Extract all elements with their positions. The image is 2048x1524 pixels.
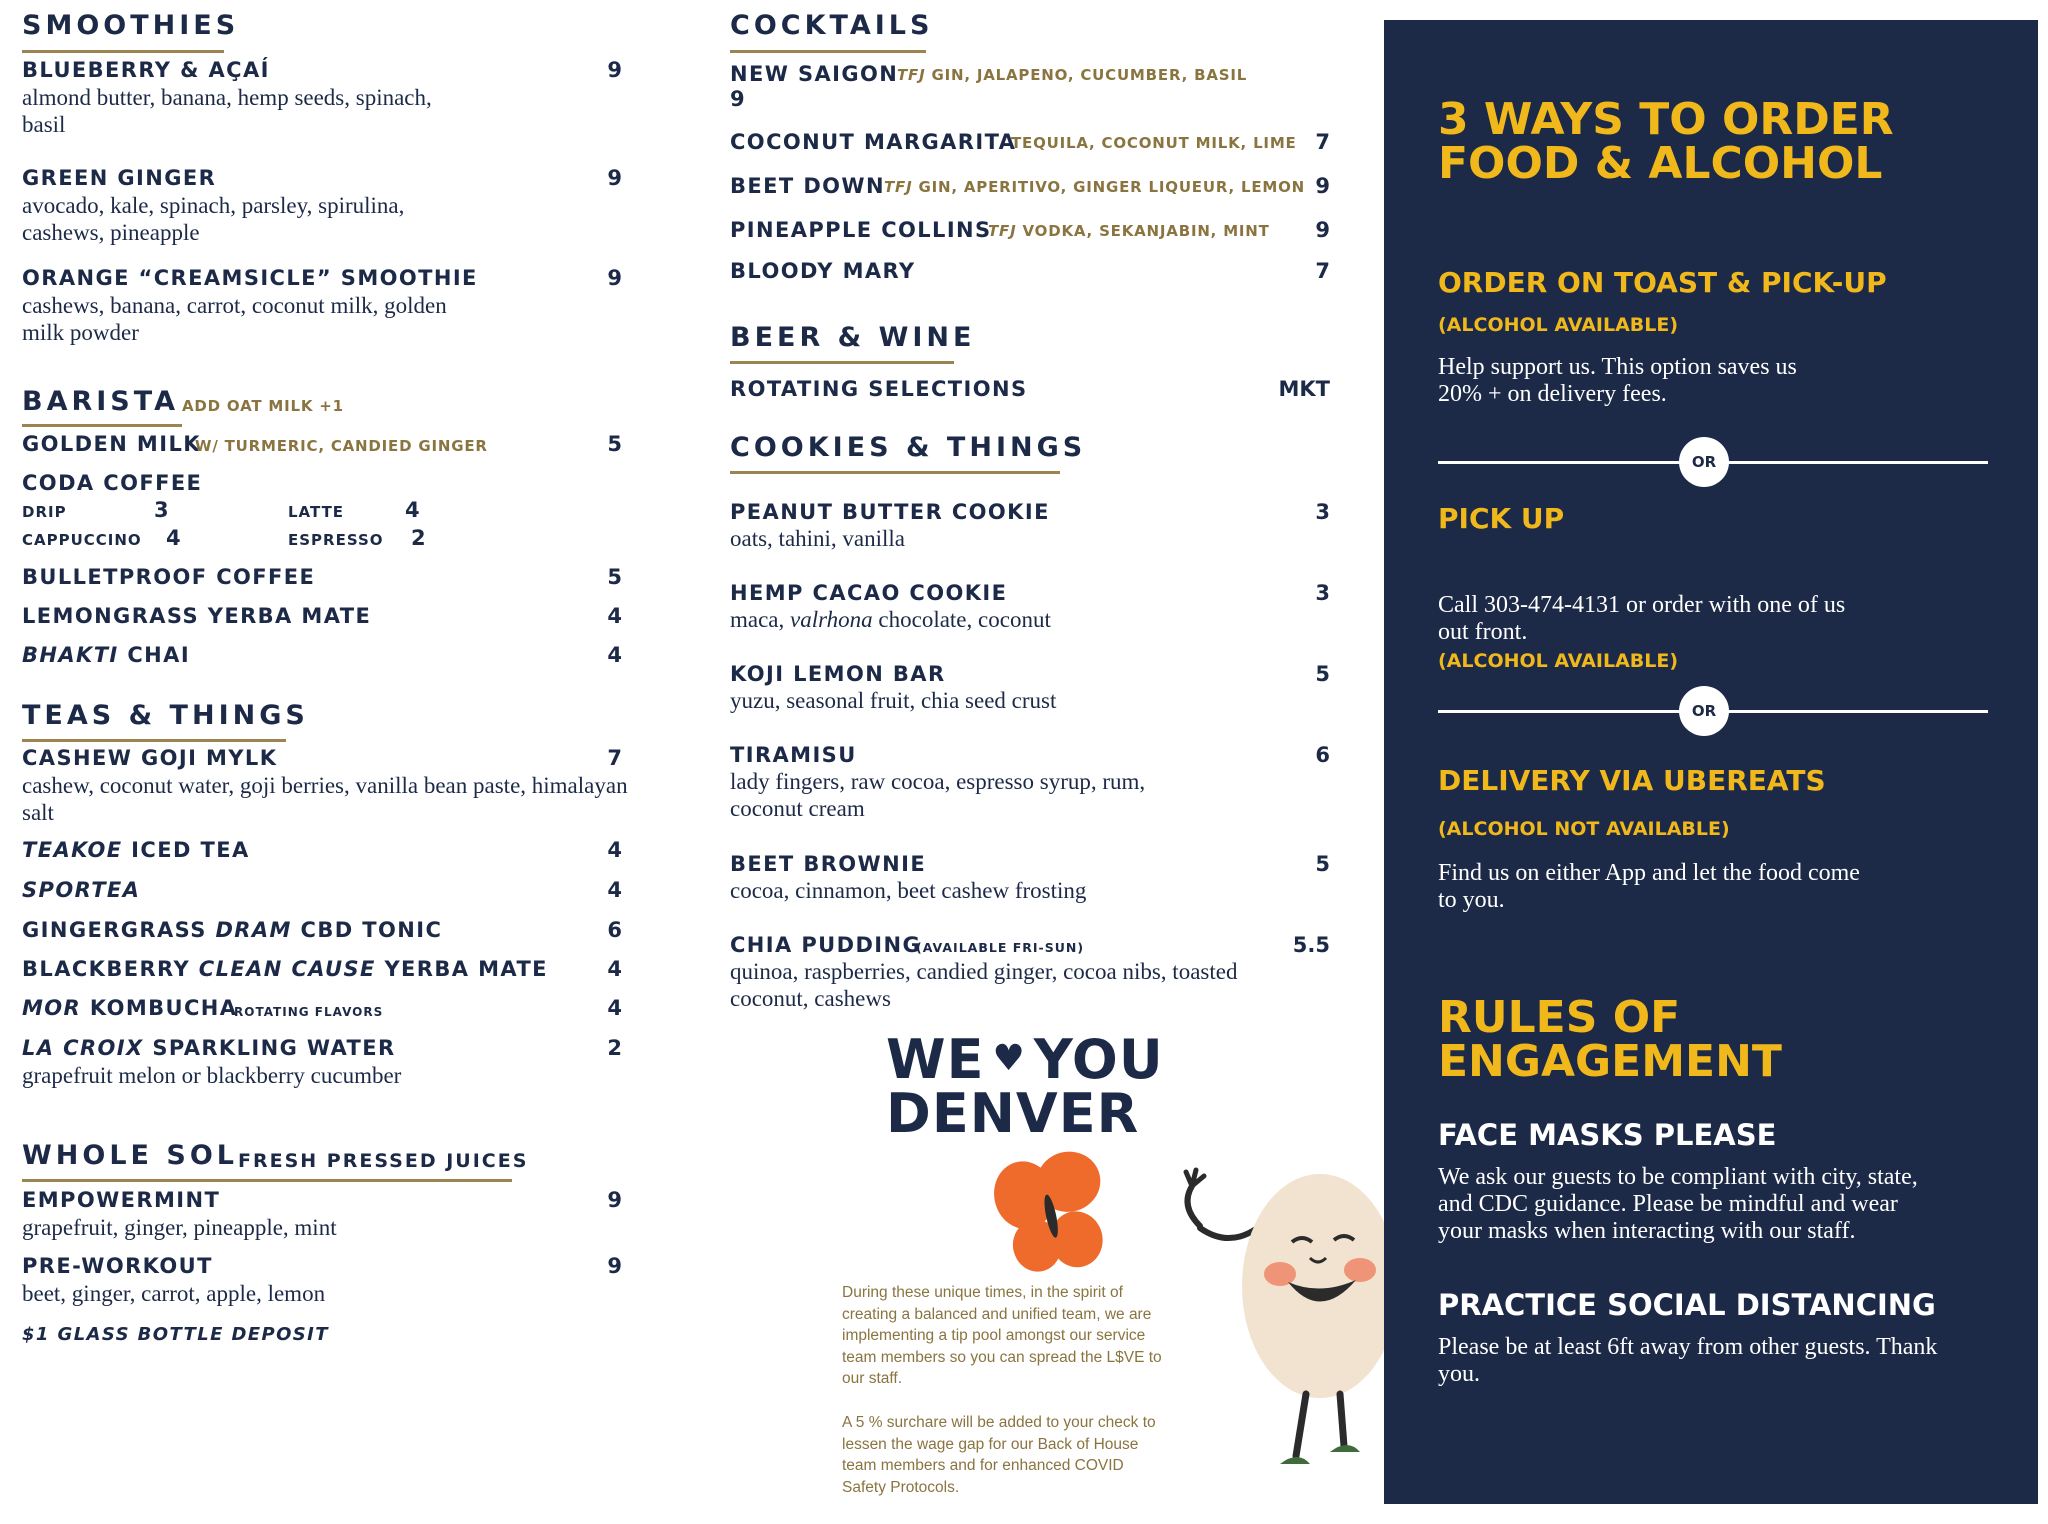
menu-item-price: 9 [730, 87, 747, 111]
menu-item-name: HEMP CACAO COOKIE [730, 581, 1008, 605]
item-name: GINGERGRASS [22, 918, 207, 942]
or-badge: OR [1679, 686, 1729, 736]
cocktails-heading: COCKTAILS [730, 10, 934, 41]
menu-item-price: 5 [607, 432, 622, 456]
menu-item-name: TIRAMISU [730, 743, 857, 767]
menu-item-name [22, 957, 548, 981]
uber-body: Find us on either App and let the food come to you. [1438, 860, 1860, 913]
coda-cappuccino-label: CAPPUCCINO [22, 531, 142, 549]
item-name: CHAI [127, 643, 191, 667]
ingredients-text: GIN, JALAPENO, CUCUMBER, BASIL [931, 66, 1248, 84]
menu-item-note: (AVAILABLE FRI-SUN) [916, 940, 1085, 955]
masks-body: We ask our guests to be compliant with city, state, and CDC guidance. Please be mindful and wear your masks when interacting with our staff. [1438, 1164, 1918, 1244]
menu-item-ingredients [897, 66, 1247, 84]
menu-item-name: CODA COFFEE [22, 471, 203, 495]
menu-item-name: PEANUT BUTTER COOKIE [730, 500, 1050, 524]
or-badge: OR [1679, 437, 1729, 487]
brand-name: TEAKOE [22, 838, 123, 862]
mascot-hand [1186, 1170, 1204, 1186]
menu-item-desc: quinoa, raspberries, candied ginger, cocoa nibs, toasted coconut, cashews [730, 959, 1238, 1011]
menu-item-name [22, 996, 237, 1020]
barista-note: ADD OAT MILK +1 [182, 397, 344, 415]
menu-item-price: 5.5 [1292, 933, 1330, 957]
menu-item-price: 5 [607, 565, 622, 589]
heart-icon: ♥ [992, 1038, 1026, 1079]
menu-item-note: W/ TURMERIC, CANDIED GINGER [195, 437, 488, 455]
section-rule [730, 361, 954, 364]
brand-name: CLEAN CAUSE [198, 957, 376, 981]
menu-item-price: 9 [1315, 174, 1330, 198]
ingredients-text: GIN, APERITIVO, GINGER LIQUEUR, LEMON [918, 178, 1306, 196]
brand-name: MOR [22, 996, 82, 1020]
menu-item-price: 9 [1315, 218, 1330, 242]
menu-item-name [22, 643, 190, 667]
mascot-arm [1188, 1186, 1201, 1226]
menu-item-desc: grapefruit melon or blackberry cucumber [22, 1063, 402, 1088]
toast-title: ORDER ON TOAST & PICK-UP [1438, 266, 1887, 299]
tfj-label: TFJ [884, 178, 913, 196]
menu-item-name [22, 1036, 396, 1060]
distancing-title: PRACTICE SOCIAL DISTANCING [1438, 1288, 1936, 1322]
menu-item-name: LEMONGRASS YERBA MATE [22, 604, 372, 628]
menu-item-name: BLUEBERRY & AÇAÍ [22, 58, 270, 82]
coda-espresso-label: ESPRESSO [288, 531, 384, 549]
menu-item-price: 4 [607, 957, 622, 981]
mascot-shoe [1330, 1445, 1360, 1452]
you-text: YOU [1033, 1028, 1164, 1091]
pickup-sub: (ALCOHOL AVAILABLE) [1438, 650, 1679, 672]
menu-item-name: GREEN GINGER [22, 166, 217, 190]
menu-item-price: 4 [607, 878, 622, 902]
menu-item-price: 9 [607, 1254, 622, 1278]
menu-item-name: PRE-WORKOUT [22, 1254, 213, 1278]
toast-body: Help support us. This option saves us 20% + on delivery fees. [1438, 354, 1797, 407]
coda-latte-price: 4 [405, 498, 422, 522]
menu-item-price: 5 [1315, 852, 1330, 876]
item-name: YERBA MATE [384, 957, 548, 981]
tip-pool-note: During these unique times, in the spirit of creating a balanced and unified team, we are implementing a tip pool amongst our service team members so you can spread the L$VE to our staff. [842, 1284, 1162, 1387]
mascot-cheek [1344, 1258, 1376, 1282]
rules-title: RULES OF ENGAGEMENT [1438, 992, 1782, 1087]
menu-item-desc: beet, ginger, carrot, apple, lemon [22, 1281, 326, 1306]
menu-item-price: 9 [607, 58, 622, 82]
tfj-label: TFJ [988, 222, 1017, 240]
coda-latte-label: LATTE [288, 503, 345, 521]
desc-text: chocolate, coconut [878, 607, 1051, 632]
menu-item-price: 6 [1315, 743, 1330, 767]
menu-item-price: MKT [1278, 377, 1330, 401]
desc-text: maca, [730, 607, 785, 632]
menu-item-ingredients [884, 178, 1305, 196]
coda-drip-price: 3 [154, 498, 171, 522]
beer-wine-heading: BEER & WINE [730, 322, 976, 353]
menu-item-price: 4 [607, 838, 622, 862]
menu-item-name: PINEAPPLE COLLINS [730, 218, 992, 242]
coda-cappuccino-price: 4 [166, 526, 183, 550]
item-name: KOMBUCHA [89, 996, 238, 1020]
panel-title: 3 WAYS TO ORDER FOOD & ALCOHOL [1438, 94, 1894, 189]
menu-item-price: 4 [607, 996, 622, 1020]
menu-item-name [22, 878, 140, 902]
item-name: ICED TEA [131, 838, 250, 862]
menu-item-name: BULLETPROOF COFFEE [22, 565, 316, 589]
menu-item-price: 2 [607, 1036, 622, 1060]
cookies-heading: COOKIES & THINGS [730, 432, 1087, 463]
menu-item-price: 7 [607, 746, 622, 770]
brand-name: BHAKTI [22, 643, 119, 667]
menu-item-name: NEW SAIGON [730, 62, 899, 86]
denver-line: DENVER [886, 1082, 1140, 1145]
mascot-legs [1296, 1394, 1344, 1456]
item-name: SPARKLING WATER [152, 1036, 396, 1060]
menu-item-name: ROTATING SELECTIONS [730, 377, 1028, 401]
menu-item-desc: almond butter, banana, hemp seeds, spinach, basil [22, 85, 432, 137]
menu-item-desc: grapefruit, ginger, pineapple, mint [22, 1215, 337, 1240]
section-rule [22, 424, 182, 427]
menu-item-price: 9 [607, 166, 622, 190]
ordering-panel [1384, 20, 2038, 1504]
menu-item-name: BLOODY MARY [730, 259, 916, 283]
uber-title: DELIVERY VIA UBEREATS [1438, 764, 1826, 797]
menu-item-name: CHIA PUDDING [730, 933, 922, 957]
menu-item-ingredients [988, 222, 1270, 240]
item-name: BLACKBERRY [22, 957, 191, 981]
egg-mascot-illustration [1170, 1146, 1390, 1506]
menu-item-desc: cashews, banana, carrot, coconut milk, golden milk powder [22, 293, 447, 345]
brand-name: DRAM [215, 918, 292, 942]
menu-item-desc [730, 606, 1250, 633]
butterfly-illustration [972, 1150, 1132, 1290]
smoothies-heading: SMOOTHIES [22, 10, 240, 41]
section-rule [730, 471, 1060, 474]
tfj-label: TFJ [897, 66, 926, 84]
menu-item-desc: cocoa, cinnamon, beet cashew frosting [730, 878, 1087, 903]
menu-item-name: BEET DOWN [730, 174, 885, 198]
menu-item-note: ROTATING FLAVORS [234, 1005, 384, 1019]
masks-title: FACE MASKS PLEASE [1438, 1118, 1777, 1152]
section-rule [22, 739, 286, 742]
brand-name: LA CROIX [22, 1036, 144, 1060]
menu-item-name: BEET BROWNIE [730, 852, 927, 876]
menu-item-price: 5 [1315, 662, 1330, 686]
pickup-title: PICK UP [1438, 502, 1565, 535]
menu-item-desc: cashew, coconut water, goji berries, vanilla bean paste, himalayan salt [22, 773, 628, 825]
menu-item-price: 7 [1315, 259, 1330, 283]
menu-item-price: 3 [1315, 581, 1330, 605]
menu-item-price: 7 [1315, 130, 1330, 154]
brand-name: valrhona [790, 607, 873, 632]
barista-heading: BARISTA [22, 386, 179, 417]
menu-item-price: 4 [607, 643, 622, 667]
pickup-body: Call 303-474-4131 or order with one of us out front. [1438, 592, 1846, 645]
item-name: CBD TONIC [300, 918, 443, 942]
mascot-shoe [1280, 1457, 1310, 1464]
teas-heading: TEAS & THINGS [22, 700, 309, 731]
menu-item-desc: lady fingers, raw cocoa, espresso syrup, rum, coconut cream [730, 769, 1146, 821]
menu-item-name [22, 838, 250, 862]
uber-sub: (ALCOHOL NOT AVAILABLE) [1438, 818, 1730, 840]
whole-sol-heading: WHOLE SOL [22, 1140, 238, 1171]
distancing-body: Please be at least 6ft away from other guests. Thank you. [1438, 1334, 1938, 1387]
section-rule [22, 1179, 512, 1182]
menu-item-ingredients: TEQUILA, COCONUT MILK, LIME [1011, 134, 1297, 152]
mascot-egg-body [1242, 1174, 1390, 1398]
brand-name: SPORTEA [22, 878, 141, 902]
menu-item-price: 3 [1315, 500, 1330, 524]
menu-item-price: 9 [607, 266, 622, 290]
surcharge-note: A 5 % surchare will be added to your check to lessen the wage gap for our Back of House team members and for enhanced COVID Safety Protocols. [842, 1414, 1156, 1496]
menu-item-name: GOLDEN MILK [22, 432, 201, 456]
menu-item-name [22, 918, 442, 942]
menu-item-price: 4 [607, 604, 622, 628]
menu-item-name: KOJI LEMON BAR [730, 662, 946, 686]
section-rule [730, 50, 926, 53]
bottle-deposit-note: $1 GLASS BOTTLE DEPOSIT [22, 1324, 329, 1345]
menu-item-price: 9 [607, 1188, 622, 1212]
coda-drip-label: DRIP [22, 503, 67, 521]
toast-sub: (ALCOHOL AVAILABLE) [1438, 314, 1679, 336]
menu-item-desc: yuzu, seasonal fruit, chia seed crust [730, 688, 1057, 713]
coda-espresso-price: 2 [411, 526, 428, 550]
we-text: WE [886, 1028, 985, 1091]
menu-item-desc: avocado, kale, spinach, parsley, spirulina, cashews, pineapple [22, 193, 405, 245]
ingredients-text: VODKA, SEKANJABIN, MINT [1022, 222, 1270, 240]
menu-item-name: CASHEW GOJI MYLK [22, 746, 278, 770]
section-rule [22, 50, 224, 53]
menu-item-name: ORANGE “CREAMSICLE” SMOOTHIE [22, 266, 478, 290]
menu-item-price: 6 [607, 918, 622, 942]
whole-sol-subtitle: FRESH PRESSED JUICES [238, 1150, 529, 1172]
menu-item-name: EMPOWERMINT [22, 1188, 221, 1212]
menu-item-name: COCONUT MARGARITA [730, 130, 1017, 154]
mascot-cheek [1264, 1262, 1296, 1286]
menu-item-desc: oats, tahini, vanilla [730, 526, 906, 551]
